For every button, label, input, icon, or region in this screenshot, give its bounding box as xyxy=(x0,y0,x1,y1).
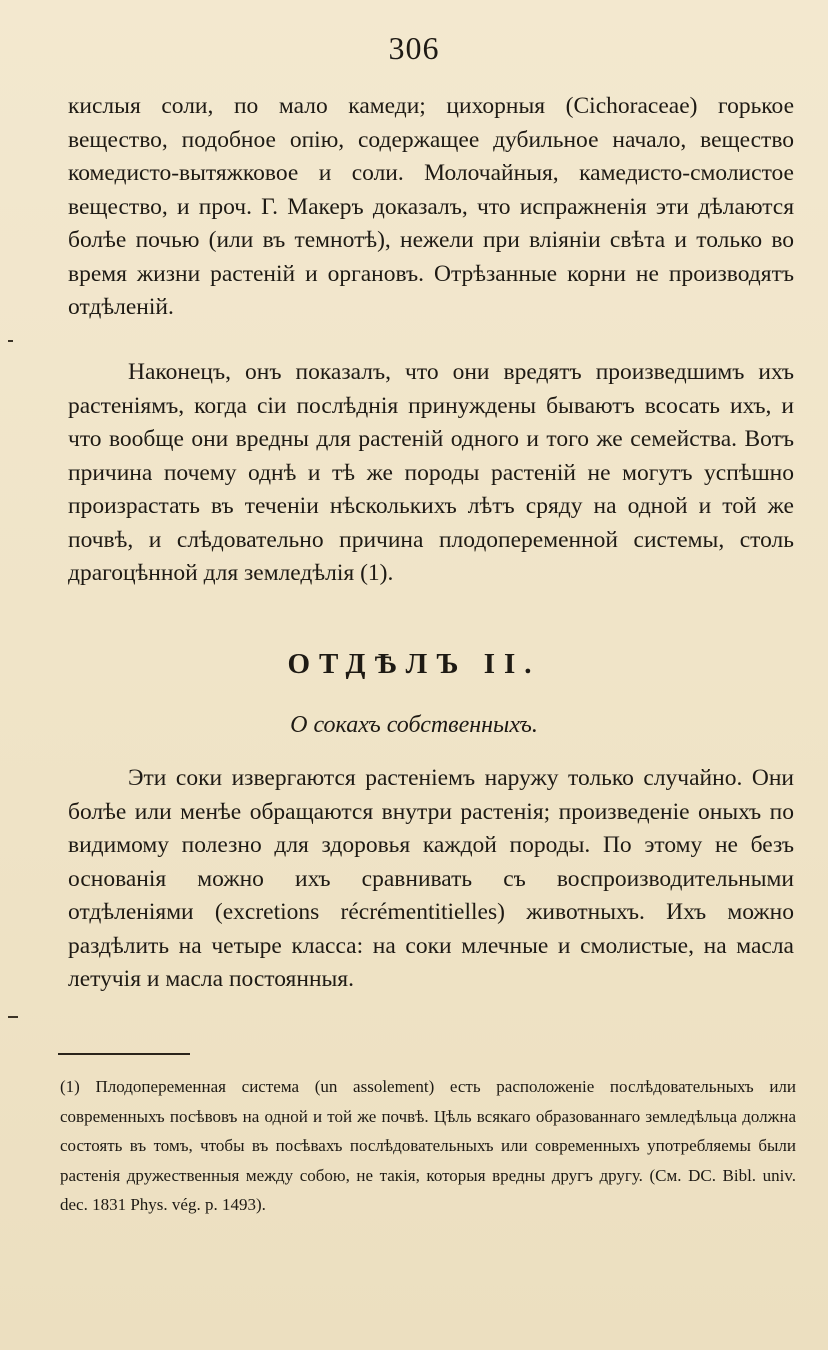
paragraph-2: Наконецъ, онъ показалъ, что они вредятъ произведшимъ ихъ растеніямъ, когда сіи послѣднія принуждены бываютъ всосать ихъ, и что вообще они вредны для растеній одного и того же семейства. Вотъ причина почему однѣ и тѣ же породы растеній не могутъ успѣшно произрастать въ теченіи нѣсколькихъ лѣтъ сряду на одной и той же почвѣ, и слѣдовательно причина плодопеременной системы, столь драгоцѣнной для земледѣлія (1). xyxy=(68,359,794,586)
margin-mark xyxy=(8,1016,18,1018)
paragraph-1: кислыя соли, по мало камеди; цихорныя (Cichoraceae) горькое вещество, подобное опію, содержащее дубильное начало, вещество комедисто-вытяжковое и соли. Молочайныя, камедисто-смолистое вещество, и проч. Г. Макеръ доказалъ, что испражненія эти дѣлаются болѣе почью (или въ темнотѣ), нежели при вліяніи свѣта и только во время жизни растеній и органовъ. Отрѣзанные корни не производятъ отдѣленій. xyxy=(68,93,794,320)
footnote xyxy=(60,1072,796,1220)
footnote-marker: (1) xyxy=(60,1077,80,1096)
footnote-text: Плодопеременная система (un assolement) есть расположеніе послѣдовательныхъ или современныхъ посѣвовъ на одной и той же почвѣ. Цѣль всякаго образованнаго земледѣльца должна состоять въ томъ, чтобы въ посѣвахъ послѣдовательныхъ или современныхъ употребляемы были растенія дружественныя между собою, не такія, которыя вредны другъ другу. (См. DC. Bibl. univ. dec. 1831 Phys. vég. p. 1493). xyxy=(60,1077,796,1214)
section-subtitle: О сокахъ собственныхъ. xyxy=(290,712,538,738)
page-number: 306 xyxy=(388,30,440,66)
section-heading: ОТДѢЛЪ II. xyxy=(287,648,541,680)
paragraph-3: Эти соки извергаются растеніемъ наружу только случайно. Они болѣе или менѣе обращаются внутри растенія; произведеніе оныхъ по видимому полезно для здоровья каждой породы. По этому не безъ основанія можно ихъ сравнивать съ воспроизводительными отдѣленіями (excretions récrémentitielles) животныхъ. Ихъ можно раздѣлить на четыре класса: на соки млечные и смолистые, на масла летучія и масла постоянныя. xyxy=(68,765,794,992)
margin-mark xyxy=(8,340,13,342)
footnote-divider xyxy=(58,1053,190,1055)
